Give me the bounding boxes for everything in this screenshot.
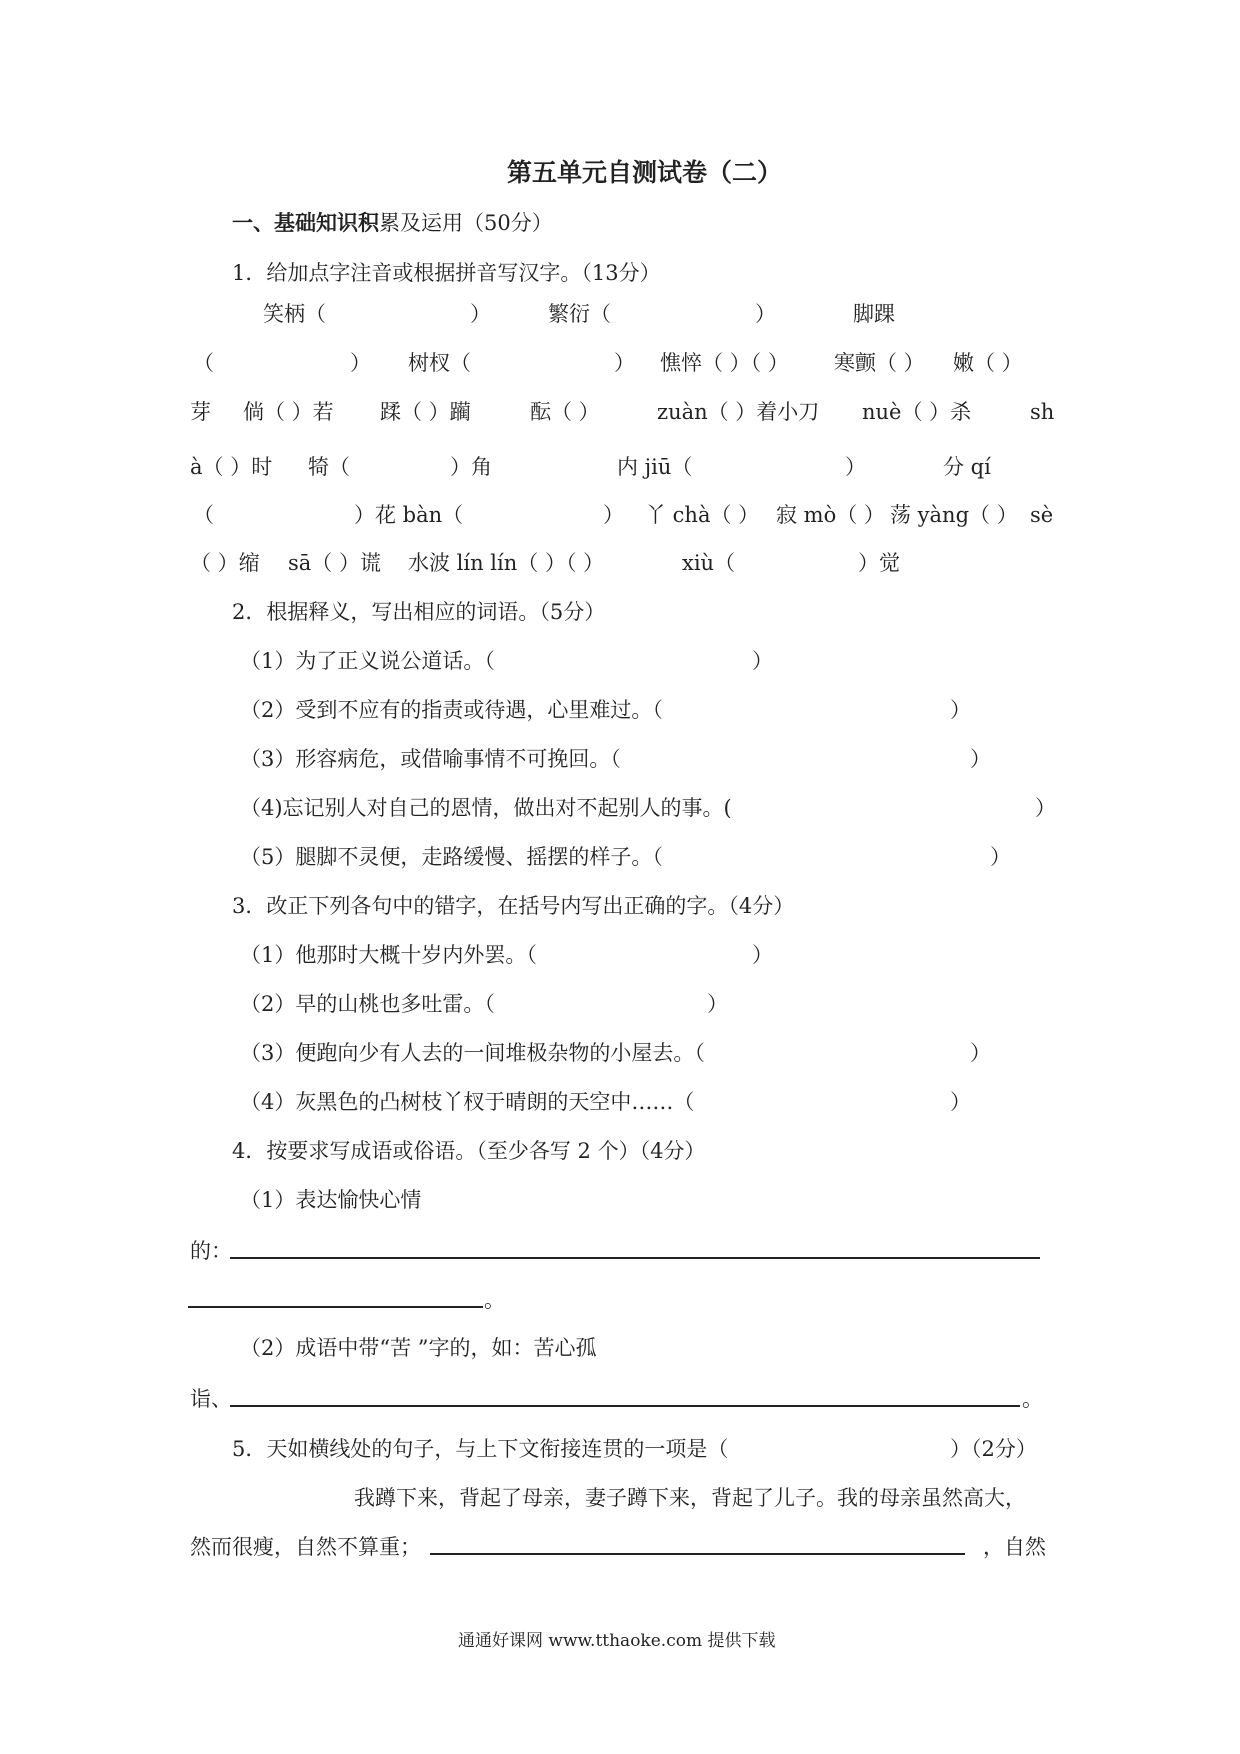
pinyin-item: 繁衍（: [548, 302, 611, 326]
footer-credit: 通通好课网 www.tthaoke.com 提供下载: [458, 1631, 776, 1651]
pinyin-item: ）: [603, 503, 624, 527]
pinyin-item: zuàn（ ）着小刀: [657, 400, 820, 424]
definition-item: （5）腿脚不灵便，走路缓慢、摇摆的样子。（: [240, 845, 663, 869]
q5-passage-line-2: 然而很瘦，自然不算重；: [190, 1535, 421, 1559]
bracket-close: ）: [970, 1041, 991, 1065]
pinyin-item: ）花 bàn（: [354, 503, 464, 527]
pinyin-item: 树杈（: [408, 351, 471, 375]
pinyin-item: sā（ ）谎: [288, 551, 381, 575]
pinyin-item: nuè（ ）杀: [862, 400, 972, 424]
bracket-close: ）: [950, 1090, 971, 1114]
question-1-heading: 1．给加点字注音或根据拼音写汉字。（13分）: [232, 261, 661, 285]
pinyin-item: sh: [1030, 400, 1055, 424]
pinyin-item: ）: [614, 351, 635, 375]
q4-sub1-label: （1）表达愉快心情: [240, 1188, 422, 1212]
pinyin-item: 脚踝: [853, 302, 895, 326]
pinyin-item: 丫 chà（ ）: [645, 503, 760, 527]
pinyin-item: 内 jiū（: [617, 455, 693, 479]
pinyin-item: 憔悴（ ）（ ）: [660, 351, 789, 375]
bracket-close: ）: [752, 649, 773, 673]
pinyin-item: 笑柄（: [263, 302, 326, 326]
question-5-score: ）（2分）: [950, 1437, 1037, 1461]
pinyin-item: （ ）缩: [190, 551, 260, 575]
pinyin-item: 酝（ ）: [530, 400, 600, 424]
pinyin-item: 犄（: [308, 455, 350, 479]
pinyin-item: ）角: [450, 455, 492, 479]
answer-line[interactable]: [230, 1257, 1040, 1259]
correction-item: （3）便跑向少有人去的一间堆极杂物的小屋去。（: [240, 1041, 705, 1065]
question-4-heading: 4．按要求写成语或俗语。（至少各写 2 个）（4分）: [232, 1139, 706, 1163]
pinyin-item: 水波 lín lín（ ）（ ）: [408, 551, 605, 575]
question-5-heading: 5．天如横线处的句子，与上下文衔接连贯的一项是（: [232, 1437, 729, 1461]
bracket-close: ）: [950, 698, 971, 722]
section-heading-rest: 累及运用（50分）: [379, 211, 553, 235]
answer-line[interactable]: [430, 1553, 965, 1555]
pinyin-item: ）: [845, 455, 866, 479]
page-title: 第五单元自测试卷（二）: [507, 158, 783, 187]
q5-passage-line-2-end: ，自然: [983, 1535, 1046, 1559]
definition-item: （3）形容病危，或借喻事情不可挽回。（: [240, 747, 621, 771]
pinyin-item: （: [193, 503, 214, 527]
section-heading: [232, 210, 553, 236]
definition-item: （2）受到不应有的指责或待遇，心里难过。（: [240, 698, 663, 722]
q4-sub2-prefix: 诣、: [190, 1387, 232, 1411]
pinyin-item: 芽: [190, 400, 211, 424]
question-3-heading: 3．改正下列各句中的错字，在括号内写出正确的字。（4分）: [232, 894, 795, 918]
answer-line[interactable]: [188, 1306, 483, 1308]
pinyin-item: ）: [470, 302, 491, 326]
bracket-close: ）: [752, 943, 773, 967]
correction-item: （2）早的山桃也多吐雷。（: [240, 992, 495, 1016]
pinyin-item: ）觉: [858, 551, 900, 575]
pinyin-item: ）: [755, 302, 776, 326]
bracket-close: ）: [990, 845, 1011, 869]
bracket-close: ）: [707, 992, 728, 1016]
pinyin-item: 嫩（ ）: [953, 351, 1023, 375]
q5-passage-line-1: 我蹲下来，背起了母亲，妻子蹲下来，背起了儿子。我的母亲虽然高大，: [354, 1486, 1026, 1510]
pinyin-item: 荡 yàng（ ）: [890, 503, 1018, 527]
pinyin-item: à（ ）时: [190, 455, 273, 479]
bracket-close: ）: [970, 747, 991, 771]
pinyin-item: sè: [1030, 503, 1054, 527]
pinyin-item: 蹂（ ）躏: [380, 400, 471, 424]
q4-sub1-end: 。: [484, 1288, 505, 1312]
question-2-heading: 2．根据释义，写出相应的词语。（5分）: [232, 600, 606, 624]
correction-item: （1）他那时大概十岁内外罢。（: [240, 943, 537, 967]
q4-sub1-prefix: 的：: [190, 1239, 232, 1263]
pinyin-item: ）: [350, 351, 371, 375]
pinyin-item: xiù（: [682, 551, 736, 575]
pinyin-item: 寒颤（ ）: [834, 351, 925, 375]
q4-sub2-label: （2）成语中带“苦 ”字的，如：苦心孤: [240, 1336, 597, 1360]
section-heading-bold: 一、基础知识积: [232, 211, 379, 235]
pinyin-item: 倘（ ）若: [243, 400, 334, 424]
pinyin-item: （: [193, 351, 214, 375]
pinyin-item: 分 qí: [943, 455, 991, 479]
bracket-close: ）: [1035, 796, 1056, 820]
correction-item: （4）灰黑色的凸树枝丫杈于晴朗的天空中……（: [240, 1090, 695, 1114]
definition-item: （1）为了正义说公道话。（: [240, 649, 495, 673]
answer-line[interactable]: [230, 1405, 1020, 1407]
pinyin-item: 寂 mò（ ）: [776, 503, 885, 527]
definition-item: （4)忘记别人对自己的恩情，做出对不起别人的事。(: [240, 796, 732, 820]
q4-sub2-end: 。: [1022, 1387, 1043, 1411]
